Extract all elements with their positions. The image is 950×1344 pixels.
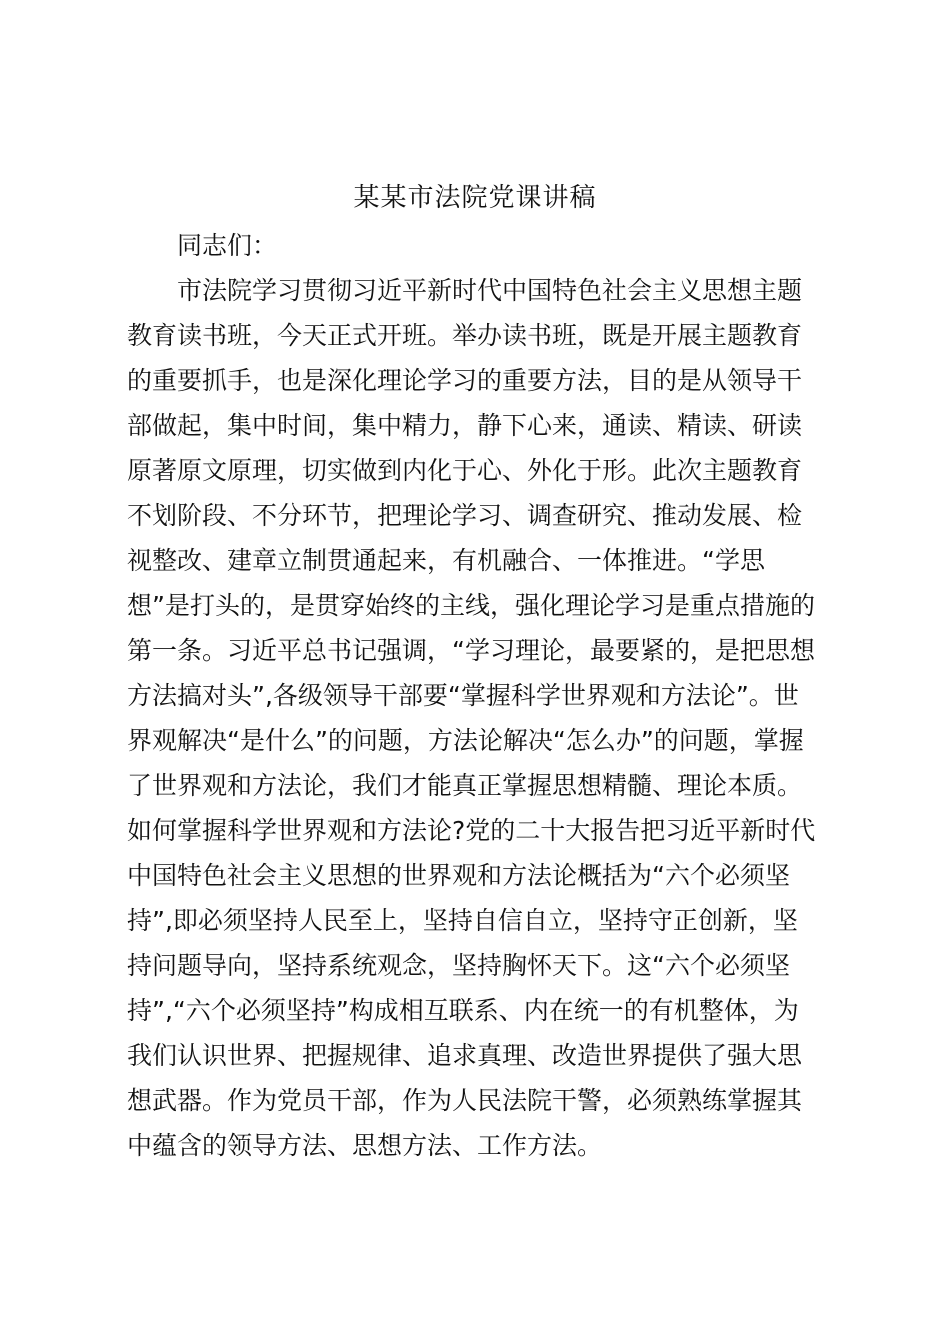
document-title: 某某市法院党课讲稿 — [353, 183, 597, 213]
body-line: 如何掌握科学世界观和方法论?党的二十大报告把习近平新时代 — [127, 816, 816, 845]
body-line: 部做起，集中时间，集中精力，静下心来，通读、精读、研读 — [127, 411, 803, 440]
body-line: 第一条。习近平总书记强调，“学习理论，最要紧的，是把思想 — [127, 636, 815, 665]
body-line: 不划阶段、不分环节，把理论学习、调查研究、推动发展、检 — [127, 501, 803, 530]
body-line: 我们认识世界、把握规律、追求真理、改造世界提供了强大思 — [127, 1041, 803, 1070]
body-line: 想武器。作为党员干部，作为人民法院干警，必须熟练掌握其 — [127, 1086, 803, 1115]
body-line: 中蕴含的领导方法、思想方法、工作方法。 — [127, 1131, 603, 1160]
body-line: 想”是打头的，是贯穿始终的主线，强化理论学习是重点措施的 — [127, 591, 815, 620]
body-line: 原著原文原理，切实做到内化于心、外化于形。此次主题教育 — [127, 456, 803, 485]
body-line: 持”,“六个必须坚持”构成相互联系、内在统一的有机整体，为 — [127, 996, 799, 1025]
body-line: 了世界观和方法论，我们才能真正掌握思想精髓、理论本质。 — [127, 771, 803, 800]
body-line: 的重要抓手，也是深化理论学习的重要方法，目的是从领导干 — [127, 366, 803, 395]
body-line: 视整改、建章立制贯通起来，有机融合、一体推进。“学思 — [127, 546, 765, 575]
salutation: 同志们： — [177, 231, 278, 260]
body-line: 持”,即必须坚持人民至上，坚持自信自立，坚持守正创新，坚 — [127, 906, 798, 935]
body-line: 教育读书班，今天正式开班。举办读书班，既是开展主题教育 — [127, 321, 803, 350]
body-line: 界观解决“是什么”的问题，方法论解决“怎么办”的问题，掌握 — [127, 726, 804, 755]
body-line: 方法搞对头”,各级领导干部要“掌握科学世界观和方法论”。世 — [127, 681, 799, 710]
body-paragraph — [127, 268, 837, 1168]
body-line: 持问题导向，坚持系统观念，坚持胸怀天下。这“六个必须坚 — [127, 951, 790, 980]
body-line: 中国特色社会主义思想的世界观和方法论概括为“六个必须坚 — [127, 861, 790, 890]
body-line: 市法院学习贯彻习近平新时代中国特色社会主义思想主题 — [177, 276, 803, 305]
